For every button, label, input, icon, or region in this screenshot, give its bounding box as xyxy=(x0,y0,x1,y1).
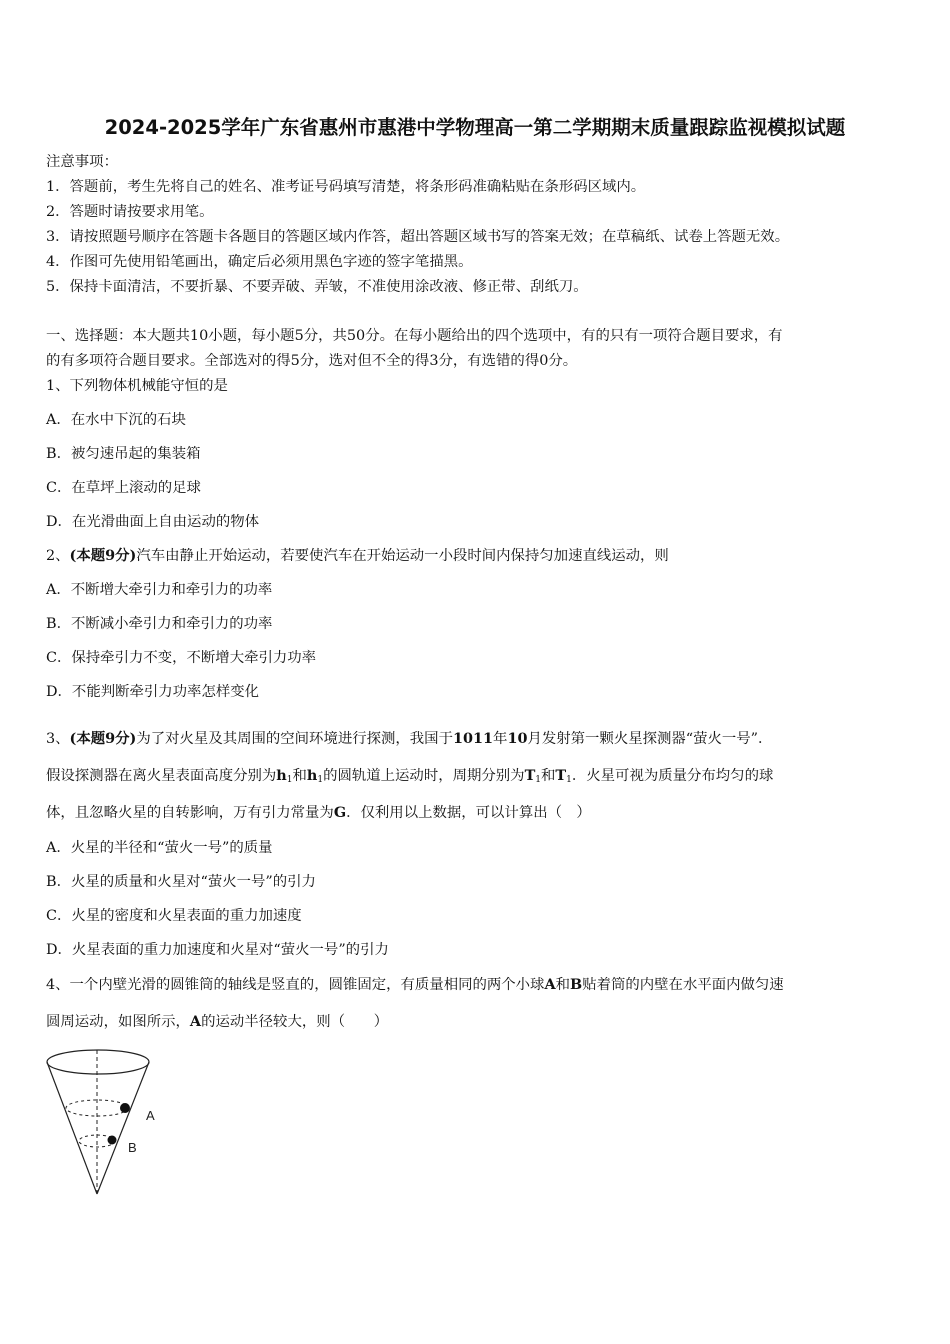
question-3-option-b: B．火星的质量和火星对“萤火一号”的引力 xyxy=(46,874,316,890)
question-1-option-a: A．在水中下沉的石块 xyxy=(46,412,186,428)
cone-right-wall xyxy=(97,1062,149,1194)
question-4-stem-line1 xyxy=(46,976,784,994)
cone-diagram xyxy=(40,1040,170,1200)
question-2-option-c: C．保持牵引力不变，不断增大牵引力功率 xyxy=(46,650,317,666)
notice-item: 4．作图可先使用铅笔画出，确定后必须用黑色字迹的签字笔描黑。 xyxy=(46,254,473,270)
subscript: 1 xyxy=(286,775,293,785)
label-a: A xyxy=(146,1108,155,1123)
symbol-h: h xyxy=(276,767,287,784)
ball-b-label: B xyxy=(570,976,583,993)
ball-a xyxy=(120,1103,130,1113)
question-4-text: 和 xyxy=(555,977,571,993)
section-instruction: 一、选择题：本大题共10小题，每小题5分，共50分。在每小题给出的四个选项中，有的只有一项符合题目要求，有 xyxy=(46,328,783,344)
question-4-text: 贴着筒的内壁在水平面内做匀速 xyxy=(582,977,784,993)
question-3-text: 为了对火星及其周围的空间环境进行探测，我国于 xyxy=(136,731,453,747)
question-2-option-d: D．不能判断牵引力功率怎样变化 xyxy=(46,684,260,700)
question-2-option-b: B．不断减小牵引力和牵引力的功率 xyxy=(46,616,273,632)
question-3-stem-line3 xyxy=(46,804,591,822)
cone-top-rim xyxy=(47,1050,149,1074)
question-4-text: 圆周运动，如图所示， xyxy=(46,1014,190,1030)
question-3-score-tag: (本题9分) xyxy=(69,730,137,747)
question-3-option-d: D．火星表面的重力加速度和火星对“萤火一号”的引力 xyxy=(46,942,389,958)
question-2-score-tag: (本题9分) xyxy=(69,547,137,564)
ball-b xyxy=(108,1136,117,1145)
question-2-option-a: A．不断增大牵引力和牵引力的功率 xyxy=(46,582,273,598)
question-3-option-c: C．火星的密度和火星表面的重力加速度 xyxy=(46,908,302,924)
ball-a-label: A xyxy=(189,1013,202,1030)
notice-item: 3．请按照题号顺序在答题卡各题目的答题区域内作答，超出答题区域书写的答案无效；在草稿纸、试卷上答题无效。 xyxy=(46,229,790,245)
question-2-stem xyxy=(46,547,669,565)
cone-left-wall xyxy=(47,1062,97,1194)
label-b: B xyxy=(128,1140,137,1155)
question-4-text: 的运动半径较大，则（ ） xyxy=(201,1014,389,1030)
symbol-t: T xyxy=(524,767,536,784)
subscript: 1 xyxy=(566,775,572,785)
question-2-text: 汽车由静止开始运动，若要使汽车在开始运动一小段时间内保持匀加速直线运动，则 xyxy=(136,548,669,564)
question-3-month: 10 xyxy=(507,730,528,747)
notice-item: 1．答题前，考生先将自己的姓名、准考证号码填写清楚，将条形码准确粘贴在条形码区域内。 xyxy=(46,179,646,195)
question-1-option-b: B．被匀速吊起的集装箱 xyxy=(46,446,201,462)
question-3-text: 假设探测器在离火星表面高度分别为 xyxy=(46,768,277,784)
question-3-text: 和 xyxy=(292,768,307,784)
question-3-text: 和 xyxy=(541,768,556,784)
question-3-text: 年 xyxy=(493,731,508,747)
question-3-year: 1011 xyxy=(452,730,494,747)
question-3-option-a: A．火星的半径和“萤火一号”的质量 xyxy=(46,840,273,856)
notice-heading: 注意事项： xyxy=(46,154,118,170)
question-4-stem-line2 xyxy=(46,1013,388,1031)
symbol-t: T xyxy=(555,767,567,784)
question-3-stem-line2 xyxy=(46,767,773,789)
section-instruction: 的有多项符合题目要求。全部选对的得5分，选对但不全的得3分，有选错的得0分。 xyxy=(46,353,578,369)
subscript: 1 xyxy=(317,775,324,785)
cone-figure xyxy=(40,1040,170,1200)
ball-a-label: A xyxy=(544,976,556,993)
question-3-text: 月发射第一颗火星探测器“萤火一号”． xyxy=(527,731,773,747)
question-2-number: 2、 xyxy=(46,548,70,564)
question-3-stem-line1 xyxy=(46,730,772,748)
question-1-option-c: C．在草坪上滚动的足球 xyxy=(46,480,201,496)
question-1-stem: 1、下列物体机械能守恒的是 xyxy=(46,378,228,394)
question-3-text: 体，且忽略火星的自转影响，万有引力常量为 xyxy=(46,805,334,821)
question-4-text: 4、一个内壁光滑的圆锥筒的轴线是竖直的，圆锥固定，有质量相同的两个小球 xyxy=(46,977,545,993)
question-3-text: ．仅利用以上数据，可以计算出（ ） xyxy=(346,805,591,821)
exam-title: 2024-2025学年广东省惠州市惠港中学物理高一第二学期期末质量跟踪监视模拟试题 xyxy=(104,116,846,139)
notice-item: 2．答题时请按要求用笔。 xyxy=(46,204,214,220)
symbol-h: h xyxy=(306,767,318,784)
question-1-option-d: D．在光滑曲面上自由运动的物体 xyxy=(46,514,260,530)
notice-item: 5．保持卡面清洁，不要折暴、不要弄破、弄皱，不准使用涂改液、修正带、刮纸刀。 xyxy=(46,279,588,295)
subscript: 1 xyxy=(535,775,542,785)
symbol-g: G xyxy=(333,804,347,821)
question-3-text: ．火星可视为质量分布均匀的球 xyxy=(571,768,774,784)
question-3-text: 的圆轨道上运动时，周期分别为 xyxy=(323,768,525,784)
question-3-number: 3、 xyxy=(46,731,70,747)
